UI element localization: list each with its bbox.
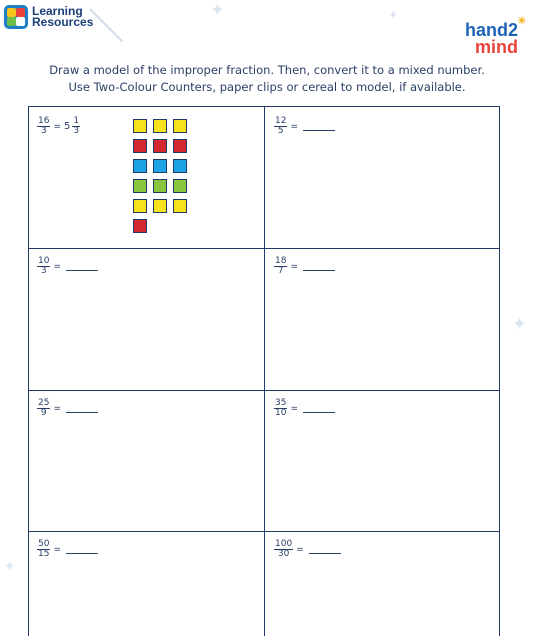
answer-blank[interactable] [303, 122, 335, 131]
improper-fraction [37, 257, 50, 276]
instructions [0, 62, 534, 96]
fraction-denominator: 9 [40, 408, 47, 418]
fraction-denominator: 15 [38, 549, 50, 559]
equals-sign: = [290, 403, 298, 414]
grid-divider-vertical [264, 107, 265, 636]
counter-square [133, 219, 147, 233]
fraction-numerator: 1 [73, 116, 80, 126]
lr-logo-line2: Resources [32, 15, 94, 29]
fraction-denominator: 3 [73, 126, 80, 136]
equals-sign: = [290, 261, 298, 272]
fraction-denominator: 30 [277, 549, 290, 559]
improper-fraction [37, 399, 50, 418]
answer-blank[interactable] [66, 262, 98, 271]
fraction-numerator: 18 [275, 256, 287, 266]
improper-fraction [274, 117, 287, 136]
improper-fraction [274, 540, 293, 559]
fraction-denominator: 3 [40, 266, 47, 276]
mixed-fraction [72, 117, 80, 136]
equals-sign: = [53, 403, 61, 414]
problem-100-30 [274, 540, 341, 559]
equals-sign: = [53, 261, 61, 272]
improper-fraction [37, 117, 50, 136]
decorative-star-icon: ✦ [210, 0, 226, 21]
decorative-pencil-icon [89, 8, 123, 42]
counter-square [153, 199, 167, 213]
counter-square [133, 139, 147, 153]
fraction-numerator: 25 [38, 398, 50, 408]
example-fraction [37, 117, 80, 136]
learning-resources-logo [4, 5, 93, 29]
answer-blank[interactable] [309, 545, 341, 554]
equals-sign: = [296, 544, 304, 555]
counter-square [153, 119, 167, 133]
counter-square [133, 179, 147, 193]
problem-18-7 [274, 257, 335, 276]
fraction-numerator: 100 [275, 539, 293, 549]
fraction-denominator: 5 [277, 126, 284, 136]
counter-square [133, 199, 147, 213]
mixed-whole-number: 5 [64, 121, 71, 132]
fraction-numerator: 12 [275, 116, 287, 126]
counter-square [173, 159, 187, 173]
equals-sign: = [53, 121, 61, 132]
fraction-numerator: 10 [38, 256, 50, 266]
problem-35-10 [274, 399, 335, 418]
equals-sign: = [290, 121, 298, 132]
fraction-numerator: 16 [38, 116, 50, 126]
counter-square [133, 119, 147, 133]
grid-divider-horizontal [29, 390, 499, 391]
counter-square [153, 159, 167, 173]
decorative-star-icon: ✦ [4, 559, 16, 575]
counter-square [173, 139, 187, 153]
counter-square [153, 179, 167, 193]
counter-square [133, 159, 147, 173]
problem-10-3 [37, 257, 98, 276]
spark-icon: ✳ [517, 16, 526, 27]
hand2mind-logo [464, 16, 526, 57]
grid-divider-horizontal [29, 248, 499, 249]
answer-blank[interactable] [303, 404, 335, 413]
answer-blank[interactable] [66, 404, 98, 413]
fraction-numerator: 35 [275, 398, 287, 408]
h2m-logo-top: hand2 [464, 20, 518, 40]
problem-25-9 [37, 399, 98, 418]
answer-blank[interactable] [66, 545, 98, 554]
fraction-denominator: 7 [277, 266, 284, 276]
lr-logo-text [32, 6, 93, 28]
counter-square [153, 139, 167, 153]
fraction-denominator: 3 [40, 126, 47, 136]
counter-square [173, 179, 187, 193]
decorative-star-icon: ✦ [388, 8, 399, 22]
instructions-line1: Draw a model of the improper fraction. Then, convert it to a mixed number. [49, 63, 485, 77]
problem-12-5 [274, 117, 335, 136]
instructions-line2: Use Two-Colour Counters, paper clips or cereal to model, if available. [68, 80, 466, 94]
h2m-logo-bottom: mind [475, 37, 518, 57]
improper-fraction [37, 540, 50, 559]
problem-50-15 [37, 540, 98, 559]
grid-divider-horizontal [29, 531, 499, 532]
decorative-star-icon: ✦ [512, 314, 528, 335]
fraction-numerator: 50 [38, 539, 50, 549]
improper-fraction [274, 399, 287, 418]
counter-square [173, 119, 187, 133]
lr-badge-icon [4, 5, 28, 29]
counter-square [173, 199, 187, 213]
improper-fraction [274, 257, 287, 276]
worksheet-grid [28, 106, 500, 636]
equals-sign: = [53, 544, 61, 555]
fraction-denominator: 10 [275, 408, 287, 418]
lr-logo-line1: Learning [32, 4, 83, 18]
answer-blank[interactable] [303, 262, 335, 271]
